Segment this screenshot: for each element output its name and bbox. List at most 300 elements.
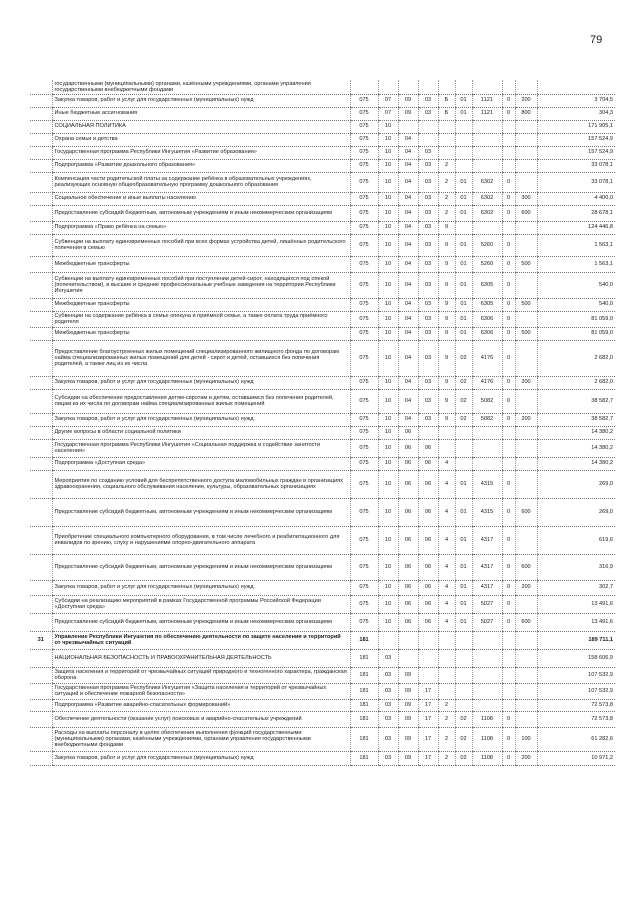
program-code: 03 — [418, 221, 438, 234]
program-code: 06 — [418, 457, 438, 470]
program-code: 03 — [418, 172, 438, 192]
row-number — [30, 80, 52, 94]
ministry-code: 075 — [350, 107, 378, 120]
ministry-code: 075 — [350, 554, 378, 580]
expense-type-code — [515, 683, 537, 699]
section-code: 10 — [378, 426, 398, 439]
subprogram-code: Б — [438, 107, 455, 120]
program-code: 03 — [418, 311, 438, 327]
section-code: 10 — [378, 439, 398, 457]
expense-type-code — [515, 272, 537, 298]
subprogram-code: 4 — [438, 457, 455, 470]
extra-code: 0 — [502, 498, 515, 526]
amount — [537, 80, 615, 94]
extra-code — [502, 649, 515, 667]
row-number — [30, 272, 52, 298]
program-code: 03 — [418, 205, 438, 221]
program-code — [418, 649, 438, 667]
extra-code — [502, 221, 515, 234]
table-row — [30, 298, 615, 311]
row-name: Охрана семьи и детства — [52, 133, 350, 146]
direction-code: 4317 — [472, 580, 502, 595]
event-code: 01 — [455, 205, 472, 221]
table-row — [30, 631, 615, 649]
subsection-code: 06 — [398, 613, 418, 631]
subprogram-code: 9 — [438, 298, 455, 311]
table-row — [30, 256, 615, 272]
amount: 28 678,1 — [537, 205, 615, 221]
subprogram-code: 2 — [438, 205, 455, 221]
row-name: Закупка товаров, работ и услуг для государственных (муниципальных) нужд — [52, 751, 350, 765]
ministry-code: 181 — [350, 683, 378, 699]
subsection-code: 09 — [398, 699, 418, 711]
program-code: 17 — [418, 711, 438, 727]
expense-type-code — [515, 172, 537, 192]
event-code: 01 — [455, 554, 472, 580]
row-number — [30, 470, 52, 498]
event-code: 02 — [455, 727, 472, 751]
subprogram-code: 9 — [438, 327, 455, 340]
direction-code: 1121 — [472, 94, 502, 107]
amount: 38 582,7 — [537, 389, 615, 413]
direction-code — [472, 426, 502, 439]
direction-code: 1108 — [472, 727, 502, 751]
section-code: 10 — [378, 526, 398, 554]
event-code: 01 — [455, 595, 472, 613]
ministry-code: 075 — [350, 221, 378, 234]
direction-code: 6306 — [472, 327, 502, 340]
section-code: 10 — [378, 470, 398, 498]
expense-type-code — [515, 133, 537, 146]
program-code: 03 — [418, 389, 438, 413]
direction-code — [472, 221, 502, 234]
subprogram-code: 4 — [438, 526, 455, 554]
event-code: 01 — [455, 94, 472, 107]
amount: 13 491,6 — [537, 613, 615, 631]
subprogram-code — [438, 426, 455, 439]
program-code: 03 — [418, 272, 438, 298]
ministry-code: 181 — [350, 711, 378, 727]
section-code: 10 — [378, 340, 398, 376]
ministry-code: 075 — [350, 498, 378, 526]
extra-code — [502, 631, 515, 649]
direction-code — [472, 631, 502, 649]
row-name: Межбюджетные трансферты — [52, 256, 350, 272]
subprogram-code — [438, 649, 455, 667]
table-row — [30, 649, 615, 667]
ministry-code: 075 — [350, 120, 378, 133]
extra-code: 0 — [502, 205, 515, 221]
subsection-code — [398, 80, 418, 94]
ministry-code: 075 — [350, 439, 378, 457]
amount: 1 563,1 — [537, 234, 615, 256]
row-number — [30, 613, 52, 631]
ministry-code: 075 — [350, 298, 378, 311]
subsection-code: 09 — [398, 94, 418, 107]
section-code: 10 — [378, 554, 398, 580]
program-code: 06 — [418, 526, 438, 554]
expense-type-code — [515, 340, 537, 376]
section-code: 10 — [378, 159, 398, 172]
section-code: 10 — [378, 389, 398, 413]
section-code: 03 — [378, 649, 398, 667]
event-code: 01 — [455, 256, 472, 272]
direction-code — [472, 667, 502, 683]
row-name: Государственная программа Республики Ингушетия «Развитие образования» — [52, 146, 350, 159]
row-name: НАЦИОНАЛЬНАЯ БЕЗОПАСНОСТЬ И ПРАВООХРАНИТЕЛЬНАЯ ДЕЯТЕЛЬНОСТЬ — [52, 649, 350, 667]
row-number — [30, 94, 52, 107]
expense-type-code: 200 — [515, 94, 537, 107]
row-name: Социальное обеспечение и иные выплаты населению — [52, 192, 350, 205]
event-code — [455, 159, 472, 172]
event-code: 02 — [455, 413, 472, 426]
event-code: 01 — [455, 192, 472, 205]
amount: 33 078,1 — [537, 172, 615, 192]
expense-type-code: 800 — [515, 107, 537, 120]
row-name: Предоставление субсидий бюджетным, автономным учреждениям и иным некоммерческим организациям — [52, 613, 350, 631]
extra-code — [502, 120, 515, 133]
table-row — [30, 711, 615, 727]
amount: 14 380,2 — [537, 426, 615, 439]
program-code: 03 — [418, 376, 438, 389]
program-code: 06 — [418, 554, 438, 580]
section-code: 03 — [378, 667, 398, 683]
subprogram-code: 9 — [438, 376, 455, 389]
subprogram-code: 2 — [438, 159, 455, 172]
ministry-code: 075 — [350, 205, 378, 221]
direction-code — [472, 457, 502, 470]
amount: 158 606,9 — [537, 649, 615, 667]
program-code: 03 — [418, 159, 438, 172]
expense-type-code: 200 — [515, 580, 537, 595]
subsection-code: 04 — [398, 172, 418, 192]
event-code — [455, 146, 472, 159]
subprogram-code — [438, 439, 455, 457]
section-code: 03 — [378, 699, 398, 711]
section-code: 10 — [378, 595, 398, 613]
direction-code: 5260 — [472, 256, 502, 272]
expense-type-code — [515, 389, 537, 413]
subprogram-code — [438, 146, 455, 159]
extra-code: 0 — [502, 389, 515, 413]
expense-type-code — [515, 595, 537, 613]
row-number — [30, 376, 52, 389]
table-row — [30, 234, 615, 256]
section-code: 07 — [378, 94, 398, 107]
subsection-code: 04 — [398, 327, 418, 340]
expense-type-code — [515, 631, 537, 649]
event-code — [455, 439, 472, 457]
expense-type-code: 200 — [515, 751, 537, 765]
extra-code: 0 — [502, 751, 515, 765]
event-code: 01 — [455, 613, 472, 631]
subprogram-code: 9 — [438, 221, 455, 234]
program-code: 03 — [418, 192, 438, 205]
event-code: 02 — [455, 711, 472, 727]
program-code: 17 — [418, 727, 438, 751]
ministry-code: 075 — [350, 146, 378, 159]
subprogram-code: 2 — [438, 192, 455, 205]
ministry-code: 075 — [350, 94, 378, 107]
expense-type-code — [515, 699, 537, 711]
subprogram-code: 9 — [438, 389, 455, 413]
subsection-code: 06 — [398, 554, 418, 580]
section-code: 10 — [378, 298, 398, 311]
row-name: Предоставление субсидий бюджетным, автономным учреждениям и иным некоммерческим организациям — [52, 498, 350, 526]
extra-code — [502, 133, 515, 146]
event-code: 02 — [455, 340, 472, 376]
ministry-code: 075 — [350, 389, 378, 413]
amount: 33 078,1 — [537, 159, 615, 172]
ministry-code: 181 — [350, 699, 378, 711]
row-number — [30, 107, 52, 120]
table-row — [30, 699, 615, 711]
direction-code: 6305 — [472, 272, 502, 298]
program-code: 06 — [418, 595, 438, 613]
subsection-code: 09 — [398, 751, 418, 765]
row-number — [30, 699, 52, 711]
subsection-code: 04 — [398, 221, 418, 234]
ministry-code: 181 — [350, 631, 378, 649]
table-row — [30, 311, 615, 327]
subprogram-code: 2 — [438, 751, 455, 765]
section-code: 10 — [378, 613, 398, 631]
row-number — [30, 413, 52, 426]
direction-code — [472, 699, 502, 711]
row-name: Предоставление субсидий бюджетным, автономным учреждениям и иным некоммерческим организациям — [52, 554, 350, 580]
event-code — [455, 699, 472, 711]
subprogram-code: 9 — [438, 340, 455, 376]
subsection-code: 04 — [398, 298, 418, 311]
event-code — [455, 133, 472, 146]
row-number — [30, 146, 52, 159]
row-number — [30, 298, 52, 311]
row-number — [30, 498, 52, 526]
row-name: Иные бюджетные ассигнования — [52, 107, 350, 120]
row-name: Компенсация части родительской платы за содержание ребёнка в образовательных учреждениях, реализующих основную общеобразовательную программу дошкольного образования — [52, 172, 350, 192]
extra-code: 0 — [502, 470, 515, 498]
row-number — [30, 234, 52, 256]
section-code: 10 — [378, 376, 398, 389]
event-code: 01 — [455, 311, 472, 327]
expense-type-code: 600 — [515, 554, 537, 580]
extra-code: 0 — [502, 580, 515, 595]
extra-code — [502, 699, 515, 711]
extra-code: 0 — [502, 727, 515, 751]
program-code: 17 — [418, 683, 438, 699]
extra-code: 0 — [502, 172, 515, 192]
event-code: 01 — [455, 526, 472, 554]
expense-type-code — [515, 426, 537, 439]
ministry-code: 075 — [350, 457, 378, 470]
extra-code: 0 — [502, 595, 515, 613]
program-code: 06 — [418, 613, 438, 631]
ministry-code — [350, 80, 378, 94]
subsection-code: 06 — [398, 470, 418, 498]
row-number — [30, 426, 52, 439]
row-number — [30, 311, 52, 327]
section-code: 10 — [378, 120, 398, 133]
subprogram-code: 4 — [438, 554, 455, 580]
ministry-code: 181 — [350, 649, 378, 667]
extra-code: 0 — [502, 311, 515, 327]
amount: 189 711,1 — [537, 631, 615, 649]
row-name: Закупка товаров, работ и услуг для государственных (муниципальных) нужд — [52, 94, 350, 107]
table-row — [30, 120, 615, 133]
subprogram-code — [438, 133, 455, 146]
direction-code: 4176 — [472, 340, 502, 376]
section-code: 10 — [378, 256, 398, 272]
amount: 540,0 — [537, 272, 615, 298]
section-code: 10 — [378, 457, 398, 470]
section-code: 10 — [378, 272, 398, 298]
table-row — [30, 159, 615, 172]
event-code: 01 — [455, 470, 472, 498]
row-number — [30, 172, 52, 192]
subsection-code: 04 — [398, 256, 418, 272]
table-row — [30, 470, 615, 498]
table-row — [30, 498, 615, 526]
table-row — [30, 667, 615, 683]
section-code: 10 — [378, 192, 398, 205]
table-row — [30, 751, 615, 765]
event-code: 01 — [455, 107, 472, 120]
amount: 3 704,5 — [537, 94, 615, 107]
amount: 316,9 — [537, 554, 615, 580]
row-name: Подпрограмма «Развитие дошкольного образования» — [52, 159, 350, 172]
row-name: Государственная программа Республики Ингушетия «Социальная поддержка и содействие занятости населения» — [52, 439, 350, 457]
amount: 14 380,2 — [537, 457, 615, 470]
table-row — [30, 272, 615, 298]
row-number — [30, 727, 52, 751]
section-code: 10 — [378, 327, 398, 340]
row-name: Государственная программа Республики Ингушетия «Защита населения и территорий от чрезвычайных ситуаций и обеспечение пожарной безопасности» — [52, 683, 350, 699]
table-row — [30, 439, 615, 457]
row-number — [30, 159, 52, 172]
subsection-code: 06 — [398, 580, 418, 595]
event-code: 02 — [455, 376, 472, 389]
section-code: 03 — [378, 751, 398, 765]
row-name: Мероприятия по созданию условий для беспрепятственного доступа маломобильных граждан в организациях здравоохранения, социального обслуживания населения, культуры, образовательных организациях — [52, 470, 350, 498]
table-row — [30, 526, 615, 554]
row-name: СОЦИАЛЬНАЯ ПОЛИТИКА — [52, 120, 350, 133]
extra-code: 0 — [502, 613, 515, 631]
subsection-code: 09 — [398, 683, 418, 699]
direction-code: 5027 — [472, 613, 502, 631]
row-number — [30, 256, 52, 272]
direction-code: 4317 — [472, 526, 502, 554]
direction-code: 6302 — [472, 172, 502, 192]
extra-code — [502, 80, 515, 94]
amount: 157 524,9 — [537, 146, 615, 159]
subsection-code — [398, 649, 418, 667]
ministry-code: 075 — [350, 595, 378, 613]
subprogram-code: 2 — [438, 172, 455, 192]
row-number — [30, 649, 52, 667]
row-name: государственными (муниципальными) органами, казёнными учреждениями, органами управления государственными внебюджетными фондами — [52, 80, 350, 94]
amount: 81 059,0 — [537, 327, 615, 340]
event-code — [455, 457, 472, 470]
row-name: Подпрограмма «Право ребёнка на семью» — [52, 221, 350, 234]
section-code — [378, 631, 398, 649]
extra-code: 0 — [502, 272, 515, 298]
section-code: 10 — [378, 221, 398, 234]
row-name: Приобретение специального компьютерного оборудования, в том числе лечебного и реабилитационного для инвалидов по зрению, слуху и нарушениями опорно-двигательного аппарата — [52, 526, 350, 554]
row-number — [30, 526, 52, 554]
expense-type-code — [515, 649, 537, 667]
row-name: Подпрограмма «Развитие аварийно-спасательных формирований» — [52, 699, 350, 711]
expense-type-code — [515, 146, 537, 159]
direction-code — [472, 683, 502, 699]
section-code: 10 — [378, 205, 398, 221]
extra-code: 0 — [502, 107, 515, 120]
event-code — [455, 80, 472, 94]
extra-code: 0 — [502, 256, 515, 272]
program-code: 03 — [418, 107, 438, 120]
extra-code: 0 — [502, 376, 515, 389]
subprogram-code: 2 — [438, 699, 455, 711]
table-row — [30, 221, 615, 234]
table-row — [30, 205, 615, 221]
section-code: 10 — [378, 580, 398, 595]
direction-code: 4317 — [472, 554, 502, 580]
expense-type-code — [515, 439, 537, 457]
event-code: 01 — [455, 498, 472, 526]
subprogram-code: Б — [438, 94, 455, 107]
extra-code: 0 — [502, 554, 515, 580]
row-name: Субсидии на обеспечение предоставления детям-сиротам и детям, оставшимся без попечения родителей, лицам из их числа по договорам найма специализированных жилых помещений — [52, 389, 350, 413]
ministry-code: 075 — [350, 470, 378, 498]
event-code: 01 — [455, 298, 472, 311]
subsection-code: 04 — [398, 389, 418, 413]
amount: 72 573,8 — [537, 711, 615, 727]
extra-code: 0 — [502, 413, 515, 426]
subsection-code: 04 — [398, 146, 418, 159]
direction-code: 4176 — [472, 376, 502, 389]
direction-code: 6302 — [472, 192, 502, 205]
page-number: 79 — [590, 34, 603, 46]
table-row — [30, 389, 615, 413]
program-code: 06 — [418, 498, 438, 526]
direction-code — [472, 146, 502, 159]
direction-code: 1108 — [472, 711, 502, 727]
expense-type-code: 500 — [515, 256, 537, 272]
subsection-code: 09 — [398, 107, 418, 120]
amount: 302,7 — [537, 580, 615, 595]
direction-code — [472, 439, 502, 457]
subprogram-code — [438, 667, 455, 683]
subprogram-code: 9 — [438, 311, 455, 327]
amount: 619,6 — [537, 526, 615, 554]
ministry-code: 075 — [350, 256, 378, 272]
table-row — [30, 376, 615, 389]
program-code — [418, 120, 438, 133]
expense-type-code: 100 — [515, 727, 537, 751]
extra-code: 0 — [502, 526, 515, 554]
event-code — [455, 120, 472, 133]
subprogram-code — [438, 631, 455, 649]
ministry-code: 075 — [350, 234, 378, 256]
expense-type-code: 200 — [515, 413, 537, 426]
table-row — [30, 426, 615, 439]
subsection-code: 06 — [398, 426, 418, 439]
row-name: Межбюджетные трансферты — [52, 327, 350, 340]
table-row — [30, 683, 615, 699]
section-code: 10 — [378, 234, 398, 256]
program-code: 03 — [418, 234, 438, 256]
subsection-code: 04 — [398, 413, 418, 426]
expense-type-code — [515, 120, 537, 133]
